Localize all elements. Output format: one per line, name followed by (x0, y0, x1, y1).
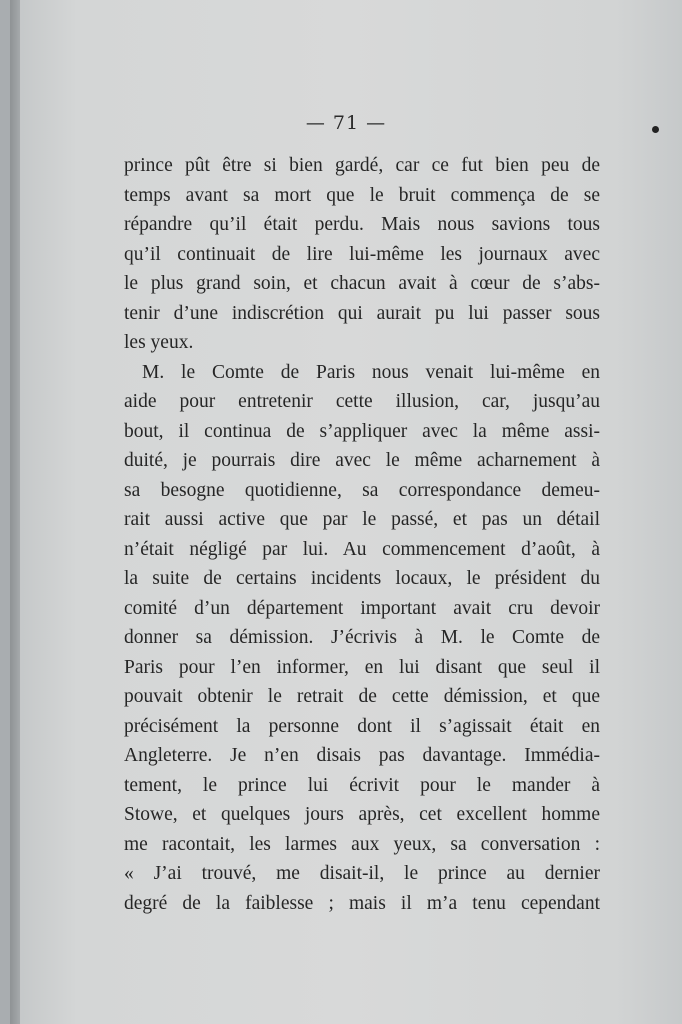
text-line: tement, le prince lui écrivit pour le mander à (124, 774, 600, 796)
text-line: aide pour entretenir cette illusion, car, jusqu’au (124, 391, 600, 412)
text-line: qu’il continuait de lire lui-même les journaux avec (124, 243, 600, 265)
text-line: les yeux. (124, 332, 194, 353)
text-line: bout, il continua de s’appliquer avec la même assi- (124, 420, 600, 442)
text-line: prince pût être si bien gardé, car ce fut bien peu de (124, 155, 600, 176)
text-line: Paris pour l’en informer, en lui disant que seul il (124, 656, 600, 678)
text-line: donner sa démission. J’écrivis à M. le Comte de (124, 627, 600, 648)
text-line: duité, je pourrais dire avec le même acharnement à (124, 450, 600, 471)
ink-dot (652, 126, 659, 133)
text-line: répandre qu’il était perdu. Mais nous savions tous (124, 214, 600, 235)
text-line: Angleterre. Je n’en disais pas davantage. Immédia- (124, 745, 600, 766)
text-line: tenir d’une indiscrétion qui aurait pu lui passer sous (124, 302, 600, 324)
body-text (124, 151, 600, 918)
text-line: la suite de certains incidents locaux, le président du (124, 568, 600, 589)
text-line: le plus grand soin, et chacun avait à cœur de s’abs- (124, 273, 600, 294)
text-line: n’était négligé par lui. Au commencement d’août, à (124, 538, 600, 560)
text-line: rait aussi active que par le passé, et pas un détail (124, 509, 600, 530)
text-line: comité d’un département important avait cru devoir (124, 597, 600, 619)
book-page (10, 0, 682, 1024)
text-line: M. le Comte de Paris nous venait lui-même en (142, 361, 600, 383)
text-line: Stowe, et quelques jours après, cet excellent homme (124, 804, 600, 825)
text-line: temps avant sa mort que le bruit commença de se (124, 184, 600, 206)
text-line: précisément la personne dont il s’agissait était en (124, 715, 600, 737)
text-line: pouvait obtenir le retrait de cette démission, et que (124, 686, 600, 707)
text-line: me racontait, les larmes aux yeux, sa conversation : (124, 833, 600, 855)
text-line: degré de la faiblesse ; mais il m’a tenu cependant (124, 892, 600, 914)
text-line: « J’ai trouvé, me disait-il, le prince au dernier (124, 863, 600, 884)
text-line: sa besogne quotidienne, sa correspondance demeu- (124, 479, 600, 501)
page-edge-shadow (10, 0, 20, 1024)
page-number: — 71 — (305, 112, 387, 134)
